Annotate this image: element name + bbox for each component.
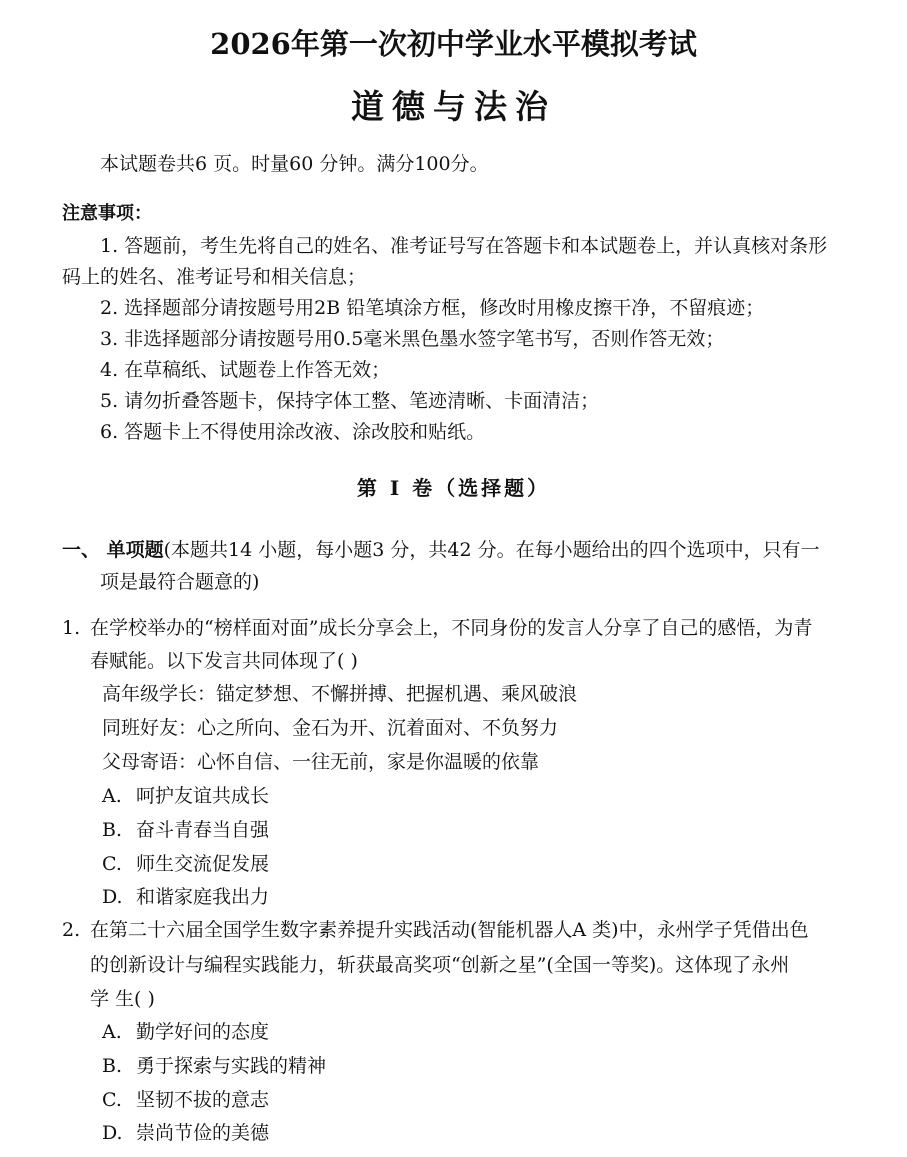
part-description: (本题共14 小题，每小题3 分，共42 分。在每小题给出的四个选项中，只有一 <box>163 539 820 561</box>
question-text: 在第二十六届全国学生数字素养提升实践活动(智能机器人A 类)中，永州学子凭借出色 <box>90 919 809 941</box>
question-2-option-b: B. 勇于探索与实践的精神 <box>102 1055 327 1077</box>
exam-title: 2026年第一次初中学业水平模拟考试 <box>210 27 697 61</box>
question-1-stem <box>62 616 812 640</box>
section-title: 第 Ⅰ 卷（选择题） <box>356 476 551 500</box>
question-1-quote-3: 父母寄语：心怀自信、一往无前，家是你温暖的依靠 <box>102 751 540 773</box>
question-1-option-d: D. 和谐家庭我出力 <box>102 886 270 908</box>
question-1-quote-1: 高年级学长：锚定梦想、不懈拼搏、把握机遇、乘风破浪 <box>102 683 578 705</box>
question-2-option-c: C. 坚韧不拔的意志 <box>102 1089 270 1111</box>
notes-heading: 注意事项： <box>62 203 152 224</box>
question-text: 在学校举办的“榜样面对面”成长分享会上，不同身份的发言人分享了自己的感悟，为青 <box>90 617 813 639</box>
note-item-1: 1. 答题前，考生先将自己的姓名、准考证号写在答题卡和本试题卷上，并认真核对条形 <box>100 235 828 257</box>
note-item-1-cont: 码上的姓名、准考证号和相关信息； <box>62 266 367 288</box>
question-1-option-b: B. 奋斗青春当自强 <box>102 819 270 841</box>
note-item-5: 5. 请勿折叠答题卡，保持字体工整、笔迹清晰、卡面清洁； <box>100 390 600 412</box>
exam-info: 本试题卷共6 页。时量60 分钟。满分100分。 <box>100 153 489 175</box>
note-item-4: 4. 在草稿纸、试题卷上作答无效； <box>100 359 391 381</box>
note-item-3: 3. 非选择题部分请按题号用0.5毫米黑色墨水签字笔书写，否则作答无效； <box>100 328 725 350</box>
question-2-option-a: A. 勤学好问的态度 <box>102 1021 270 1043</box>
subject-title: 道德与法治 <box>351 87 556 126</box>
note-item-2: 2. 选择题部分请按题号用2B 铅笔填涂方框，修改时用橡皮擦干净，不留痕迹； <box>100 297 765 319</box>
question-2-stem <box>62 918 809 942</box>
part-label: 一、 单项题 <box>62 539 164 561</box>
question-number: 1. <box>62 617 81 639</box>
question-1-quote-2: 同班好友：心之所向、金石为开、沉着面对、不负努力 <box>102 717 559 739</box>
part-description-cont: 项是最符合题意的) <box>100 571 260 593</box>
question-2-stem-cont: 的创新设计与编程实践能力，斩获最高奖项“创新之星”(全国一等奖)。这体现了永州 <box>90 954 790 976</box>
note-item-6: 6. 答题卡上不得使用涂改液、涂改胶和贴纸。 <box>100 421 486 443</box>
question-2-option-d: D. 崇尚节俭的美德 <box>102 1122 270 1144</box>
question-1-option-c: C. 师生交流促发展 <box>102 853 270 875</box>
question-number: 2. <box>62 919 81 941</box>
question-1-option-a: A. 呵护友谊共成长 <box>102 785 270 807</box>
question-2-stem-cont-2: 学 生( ) <box>90 988 155 1010</box>
question-1-stem-cont: 春赋能。以下发言共同体现了( ) <box>90 650 358 672</box>
part-heading <box>62 538 820 562</box>
